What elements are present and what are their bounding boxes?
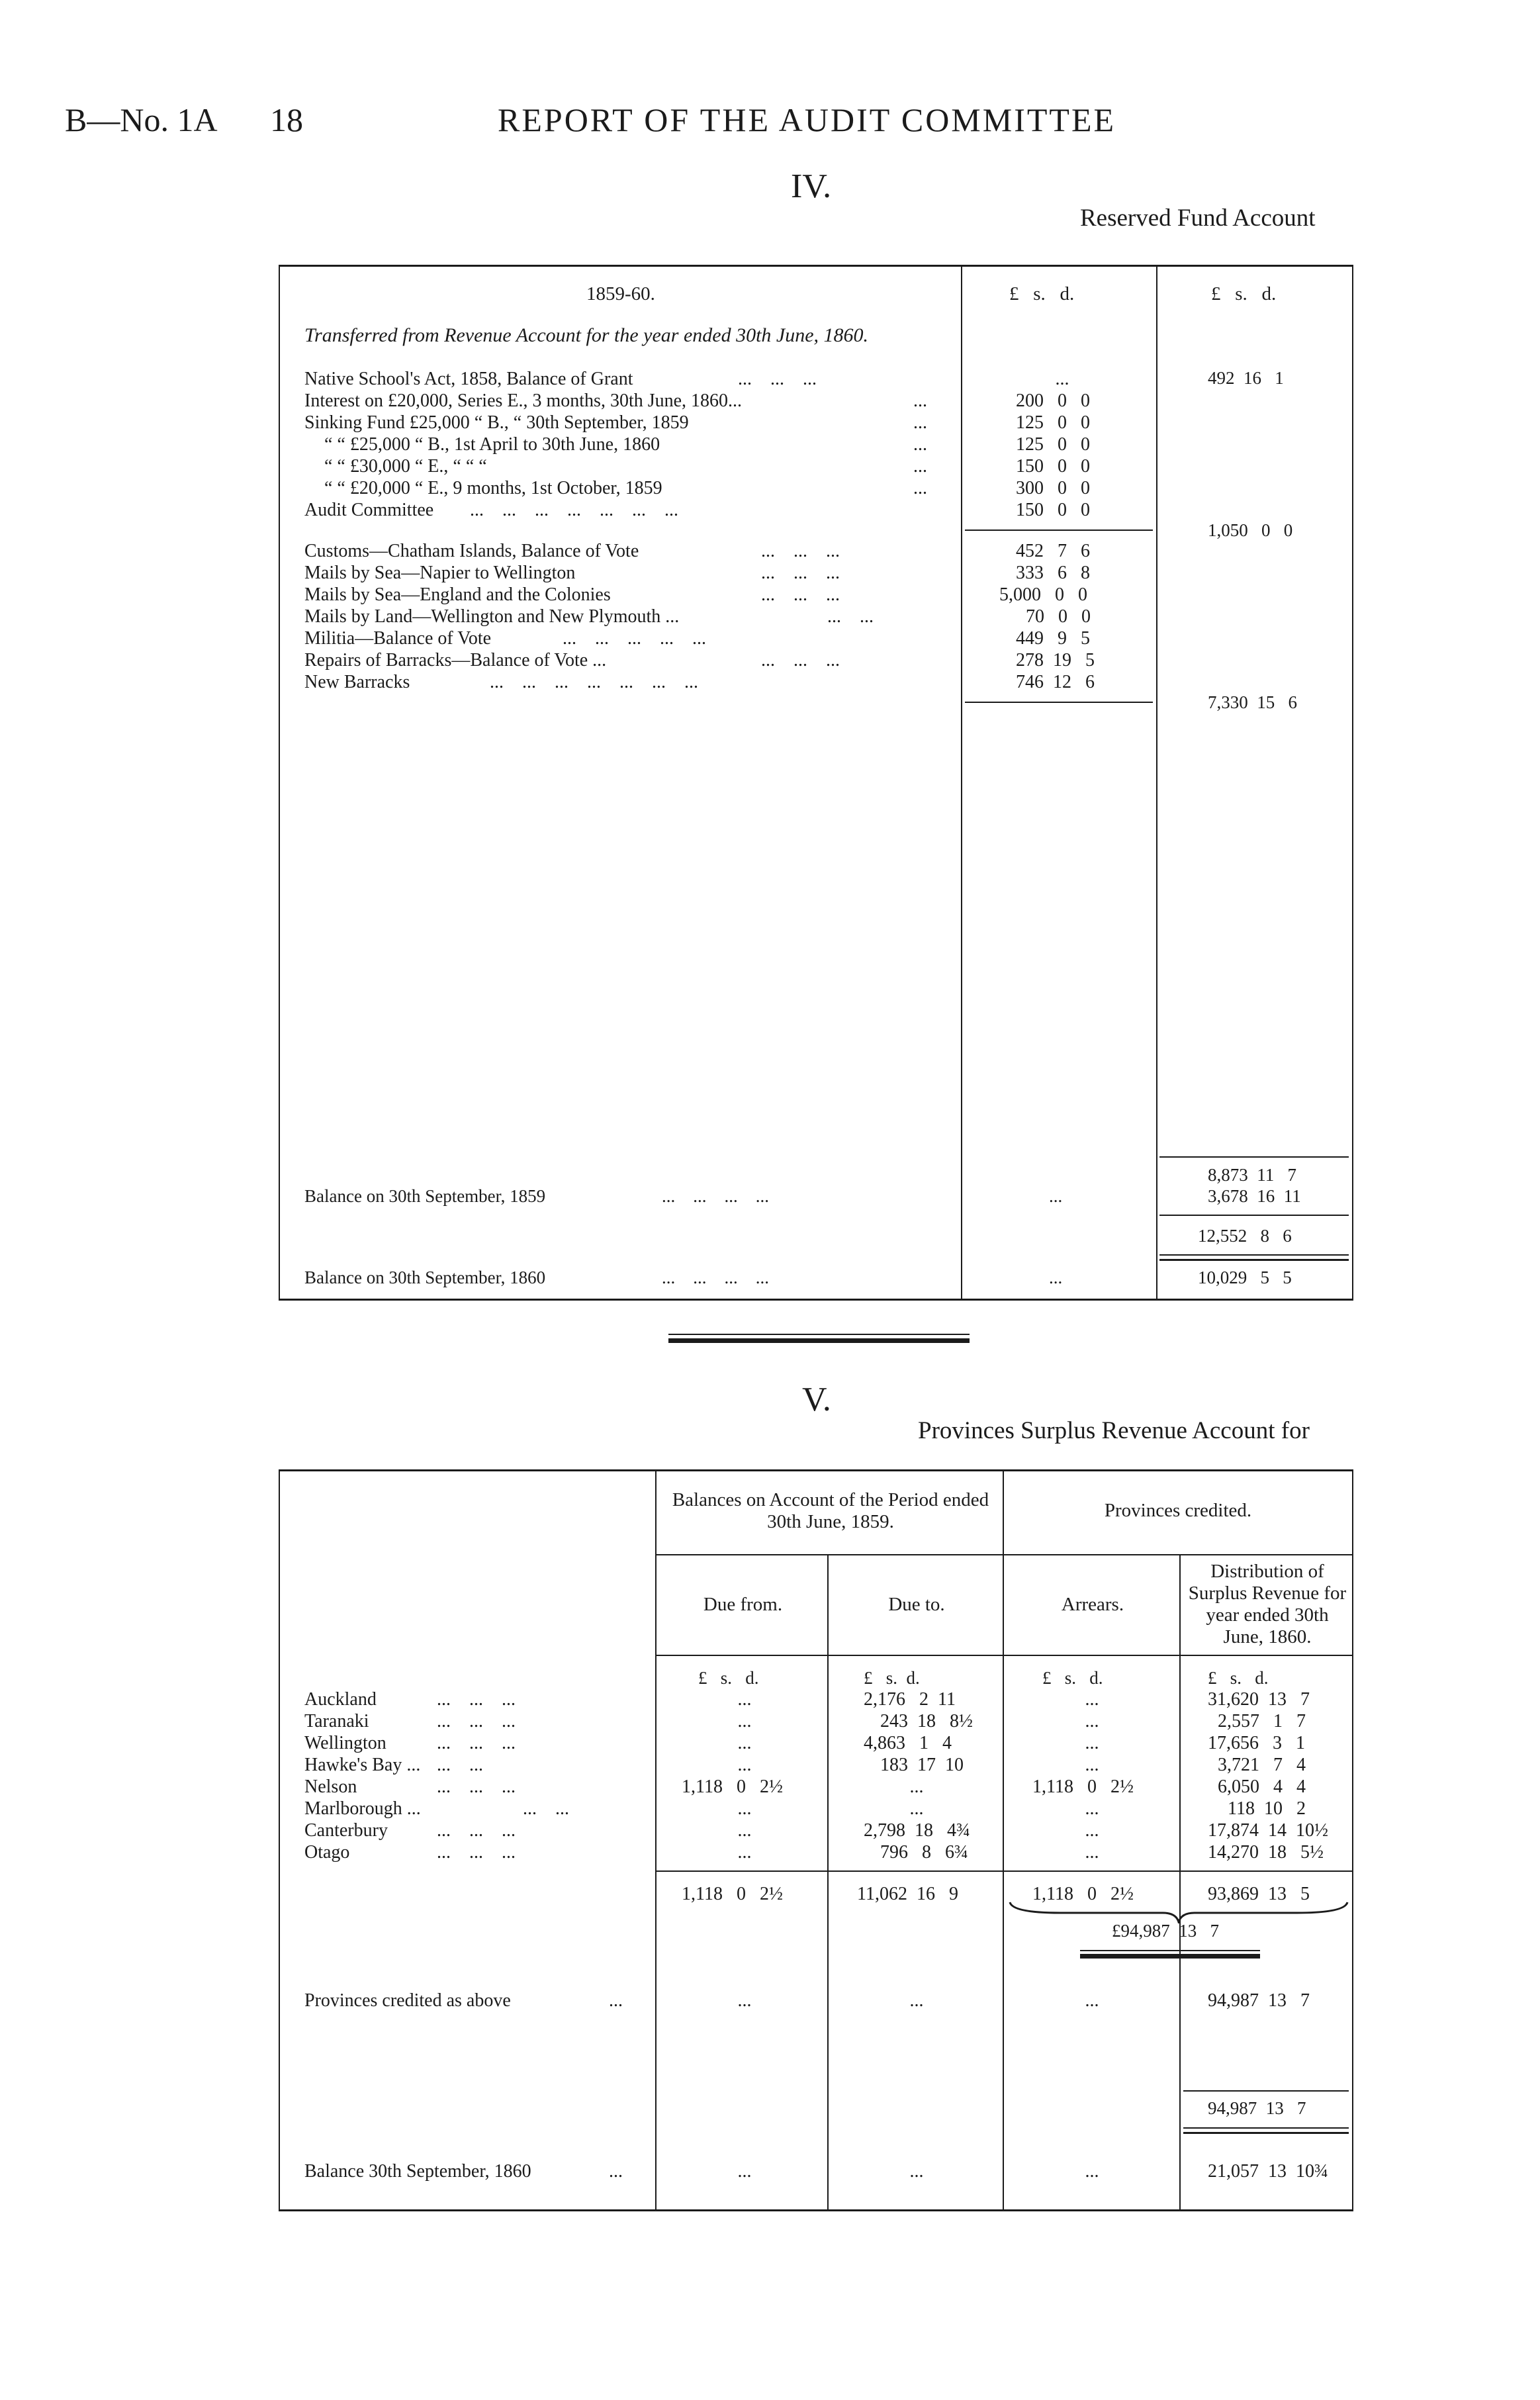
combined-total-brace bbox=[1007, 1900, 1350, 1923]
list-item bbox=[304, 606, 1350, 627]
item-label: New Barracks bbox=[304, 672, 410, 692]
table-iv-bottom-rule bbox=[279, 1299, 1353, 1301]
table-v-top-rule bbox=[279, 1469, 1353, 1471]
table-row bbox=[304, 1820, 1350, 1841]
item-leader: ... ... ... bbox=[738, 369, 817, 389]
native-school-amount: 492 16 1 bbox=[1208, 368, 1284, 388]
combined-total: £94,987 13 7 bbox=[1112, 1921, 1219, 1941]
item-amount: 452 7 6 bbox=[1016, 541, 1090, 561]
list-item bbox=[304, 455, 1350, 477]
section-v-numeral: V. bbox=[802, 1381, 831, 1418]
item-amount: 5,000 0 0 bbox=[999, 584, 1087, 605]
province-leader: ... ... ... bbox=[437, 1689, 516, 1710]
balance-1860-label: Balance on 30th September, 1860 bbox=[304, 1268, 546, 1287]
list-item bbox=[304, 627, 1350, 649]
group2-total: 7,330 15 6 bbox=[1208, 692, 1297, 712]
province-name: Canterbury bbox=[304, 1820, 388, 1841]
group1-sum-rule bbox=[965, 530, 1153, 531]
item-amount: 150 0 0 bbox=[1016, 456, 1090, 477]
total-due-from: 1,118 0 2½ bbox=[682, 1884, 783, 1904]
totals-rule bbox=[657, 1870, 1352, 1872]
distribution-value: 6,050 4 4 bbox=[1218, 1777, 1306, 1797]
arrears-value: ... bbox=[1085, 1842, 1099, 1863]
due-from-value: 1,118 0 2½ bbox=[682, 1777, 783, 1797]
province-name: Marlborough ... bbox=[304, 1798, 421, 1819]
credited-leader: ... bbox=[609, 1990, 623, 2011]
due-to-value: 796 8 6¾ bbox=[880, 1842, 968, 1863]
table-row bbox=[304, 1688, 1350, 1710]
list-item bbox=[304, 412, 1350, 434]
due-from-value: ... bbox=[737, 1711, 752, 1731]
due-to-value: 2,176 2 11 bbox=[864, 1689, 956, 1710]
credited-total-top-rule bbox=[1183, 2090, 1349, 2092]
credited-due-from: ... bbox=[737, 1990, 752, 2011]
table-iv-left-rule bbox=[279, 265, 280, 1301]
distribution-value: 2,557 1 7 bbox=[1218, 1711, 1306, 1731]
currency-header-col1: £ s. d. bbox=[1009, 283, 1075, 304]
item-label: Sinking Fund £25,000 “ B., “ 30th September, 1859 bbox=[304, 412, 689, 433]
balance-1860-leader: ... ... ... ... bbox=[662, 1268, 769, 1287]
grand-total-double-rule-a bbox=[1159, 1254, 1349, 1256]
due-to-value: ... bbox=[909, 1777, 924, 1797]
item-label: Militia—Balance of Vote bbox=[304, 628, 492, 649]
balance-1860-amount: 10,029 5 5 bbox=[1198, 1268, 1292, 1287]
province-name: Hawke's Bay ... bbox=[304, 1755, 421, 1775]
balance-label: Balance 30th September, 1860 bbox=[304, 2161, 531, 2182]
province-leader: ... ... bbox=[523, 1798, 569, 1819]
table-row bbox=[304, 1798, 1350, 1820]
due-to-value: ... bbox=[909, 1798, 924, 1819]
arrears-value: ... bbox=[1085, 1820, 1099, 1841]
credited-row bbox=[304, 1990, 1350, 2011]
due-to-value: 4,863 1 4 bbox=[864, 1733, 952, 1753]
table-row bbox=[304, 1754, 1350, 1776]
credited-total-double-rule-a bbox=[1183, 2127, 1349, 2129]
item-label: Audit Committee bbox=[304, 500, 434, 520]
list-item bbox=[304, 390, 1350, 412]
province-leader: ... ... bbox=[437, 1755, 483, 1775]
due-to-value: 2,798 18 4¾ bbox=[864, 1820, 970, 1841]
group2-sum-rule bbox=[965, 702, 1153, 703]
due-to-value: 183 17 10 bbox=[880, 1755, 964, 1775]
item-label: “ “ £20,000 “ E., 9 months, 1st October, 1859 bbox=[324, 478, 662, 498]
list-item bbox=[304, 368, 1350, 390]
item-leader: ... bbox=[913, 391, 927, 411]
total-arrears: 1,118 0 2½ bbox=[1032, 1884, 1134, 1904]
list-item bbox=[304, 584, 1350, 606]
header-rule bbox=[657, 1655, 1352, 1656]
item-leader: ... ... ... ... ... bbox=[563, 628, 706, 649]
table-row bbox=[304, 1732, 1350, 1754]
province-name: Otago bbox=[304, 1842, 350, 1863]
credited-arrears: ... bbox=[1085, 1990, 1099, 2011]
item-amount: 333 6 8 bbox=[1016, 563, 1090, 583]
due-from-value: ... bbox=[737, 1820, 752, 1841]
province-name: Nelson bbox=[304, 1777, 357, 1797]
province-leader: ... ... ... bbox=[437, 1820, 516, 1841]
province-name: Auckland bbox=[304, 1689, 377, 1710]
due-from-value: ... bbox=[737, 1733, 752, 1753]
table-v-left-rule bbox=[279, 1469, 280, 2211]
grand-total: 12,552 8 6 bbox=[1198, 1226, 1292, 1246]
item-amount: 449 9 5 bbox=[1016, 628, 1090, 649]
item-amount: 200 0 0 bbox=[1016, 391, 1090, 411]
balance-row bbox=[304, 2160, 1350, 2182]
item-leader: ... ... ... ... ... ... ... bbox=[470, 500, 678, 520]
credited-total-double-rule-b bbox=[1183, 2132, 1349, 2134]
province-name: Taranaki bbox=[304, 1711, 369, 1731]
arrears-value: ... bbox=[1085, 1711, 1099, 1731]
item-label: Customs—Chatham Islands, Balance of Vote bbox=[304, 541, 639, 561]
province-leader: ... ... ... bbox=[437, 1842, 516, 1863]
table-iv-top-rule bbox=[279, 265, 1353, 267]
item-amount: 150 0 0 bbox=[1016, 500, 1090, 520]
balance-1859-leader: ... ... ... ... bbox=[662, 1186, 769, 1206]
due-to-value: 243 18 8½ bbox=[880, 1711, 973, 1731]
grand-total-top-rule bbox=[1159, 1215, 1349, 1216]
due-from-value: ... bbox=[737, 1755, 752, 1775]
balance-arrears: ... bbox=[1085, 2161, 1099, 2182]
arrears-value: ... bbox=[1085, 1798, 1099, 1819]
list-item bbox=[304, 671, 1350, 693]
arrears-value: ... bbox=[1085, 1689, 1099, 1710]
balance-leader: ... bbox=[609, 2161, 623, 2182]
list-item bbox=[304, 499, 1350, 521]
arrears-value: ... bbox=[1085, 1755, 1099, 1775]
province-leader: ... ... ... bbox=[437, 1733, 516, 1753]
total-due-to: 11,062 16 9 bbox=[857, 1884, 958, 1904]
item-label: Mails by Sea—Napier to Wellington bbox=[304, 563, 576, 583]
currency-due-to: £ s. d. bbox=[864, 1668, 920, 1688]
balance-due-from: ... bbox=[737, 2161, 752, 2182]
item-leader: ... ... ... bbox=[761, 650, 840, 670]
item-label: Native School's Act, 1858, Balance of Grant bbox=[304, 369, 633, 389]
currency-distribution: £ s. d. bbox=[1208, 1668, 1269, 1688]
section-iv-numeral: IV. bbox=[791, 167, 832, 205]
arrears-value: 1,118 0 2½ bbox=[1032, 1777, 1134, 1797]
item-leader: ... ... ... bbox=[761, 584, 840, 605]
item-label: Repairs of Barracks—Balance of Vote ... bbox=[304, 650, 607, 670]
table-v-bottom-rule bbox=[279, 2209, 1353, 2211]
item-leader: ... bbox=[913, 434, 927, 455]
table-row bbox=[304, 1841, 1350, 1863]
province-name: Wellington bbox=[304, 1733, 386, 1753]
list-item bbox=[304, 562, 1350, 584]
credited-amount: 94,987 13 7 bbox=[1208, 1990, 1310, 2011]
due-from-value: ... bbox=[737, 1842, 752, 1863]
arrears-value: ... bbox=[1085, 1733, 1099, 1753]
list-item bbox=[304, 477, 1350, 499]
item-label: Interest on £20,000, Series E., 3 months, 30th June, 1860... bbox=[304, 391, 743, 411]
balance-1859-label: Balance on 30th September, 1859 bbox=[304, 1186, 546, 1206]
item-amount: 70 0 0 bbox=[1026, 606, 1091, 627]
item-leader: ... ... ... ... ... ... ... bbox=[490, 672, 698, 692]
credited-total: 94,987 13 7 bbox=[1208, 2098, 1306, 2118]
currency-due-from: £ s. d. bbox=[698, 1668, 759, 1688]
item-label: “ “ £25,000 “ B., 1st April to 30th June, 1860 bbox=[324, 434, 660, 455]
subtotal-rule bbox=[1159, 1156, 1349, 1158]
page-number: 18 bbox=[270, 101, 303, 138]
report-title: REPORT OF THE AUDIT COMMITTEE bbox=[498, 101, 1116, 138]
list-item bbox=[304, 540, 1350, 562]
table-iv-right-rule bbox=[1352, 265, 1353, 1301]
col-header-distribution: Distribution of Surplus Revenue for year ended 30th June, 1860. bbox=[1188, 1561, 1347, 1647]
item-amount: 125 0 0 bbox=[1016, 434, 1090, 455]
section-separator-thick bbox=[668, 1338, 970, 1343]
section-iv-subtitle: Reserved Fund Account bbox=[1080, 205, 1316, 232]
distribution-value: 31,620 13 7 bbox=[1208, 1689, 1310, 1710]
item-leader: ... ... bbox=[827, 606, 874, 627]
due-from-value: ... bbox=[737, 1689, 752, 1710]
year-heading: 1859-60. bbox=[586, 283, 655, 304]
subtotal: 8,873 11 7 bbox=[1208, 1165, 1296, 1185]
province-leader: ... ... ... bbox=[437, 1777, 516, 1797]
col-header-due-to: Due to. bbox=[888, 1594, 945, 1615]
group1-total: 1,050 0 0 bbox=[1208, 520, 1293, 540]
table-row bbox=[304, 1710, 1350, 1732]
grand-total-double-rule-b bbox=[1159, 1259, 1349, 1261]
balance-due-to: ... bbox=[909, 2161, 924, 2182]
distribution-value: 17,656 3 1 bbox=[1208, 1733, 1305, 1753]
item-amount: 125 0 0 bbox=[1016, 412, 1090, 433]
item-label: Mails by Sea—England and the Colonies bbox=[304, 584, 611, 605]
item-label: Mails by Land—Wellington and New Plymouth ... bbox=[304, 606, 680, 627]
list-item bbox=[304, 649, 1350, 671]
province-leader: ... ... ... bbox=[437, 1711, 516, 1731]
credited-label: Provinces credited as above bbox=[304, 1990, 511, 2011]
credited-due-to: ... bbox=[909, 1990, 924, 2011]
section-separator-thin bbox=[668, 1334, 970, 1335]
currency-header-col2: £ s. d. bbox=[1211, 283, 1277, 304]
distribution-value: 3,721 7 4 bbox=[1218, 1755, 1306, 1775]
item-label: “ “ £30,000 “ E., “ “ “ bbox=[324, 456, 487, 477]
distribution-value: 17,874 14 10½ bbox=[1208, 1820, 1328, 1841]
group-header-provinces-credited: Provinces credited. bbox=[1104, 1500, 1252, 1521]
item-leader: ... ... ... bbox=[761, 541, 840, 561]
item-amount: 746 12 6 bbox=[1016, 672, 1095, 692]
table-v-group-rule-1 bbox=[657, 1554, 1003, 1555]
item-leader: ... bbox=[913, 478, 927, 498]
combined-total-rule-thick bbox=[1080, 1954, 1260, 1959]
col-header-due-from: Due from. bbox=[703, 1594, 783, 1615]
balance-amount: 21,057 13 10¾ bbox=[1208, 2161, 1328, 2182]
section-v-subtitle: Provinces Surplus Revenue Account for bbox=[918, 1417, 1310, 1444]
list-item bbox=[304, 434, 1350, 455]
currency-arrears: £ s. d. bbox=[1042, 1668, 1103, 1688]
distribution-value: 118 10 2 bbox=[1228, 1798, 1306, 1819]
due-from-value: ... bbox=[737, 1798, 752, 1819]
total-distribution: 93,869 13 5 bbox=[1208, 1884, 1310, 1904]
item-amount: 278 19 5 bbox=[1016, 650, 1095, 670]
item-amount: 300 0 0 bbox=[1016, 478, 1090, 498]
group-header-balances: Balances on Account of the Period ended 30th June, 1859. bbox=[672, 1489, 989, 1532]
document-reference: B—No. 1A bbox=[65, 101, 218, 138]
table-row bbox=[304, 1776, 1350, 1798]
distribution-value: 14,270 18 5½ bbox=[1208, 1842, 1324, 1863]
item-leader: ... bbox=[913, 456, 927, 477]
item-leader: ... bbox=[913, 412, 927, 433]
balance-1859-amount: 3,678 16 11 bbox=[1208, 1186, 1301, 1206]
table-v-group-rule-2 bbox=[1004, 1554, 1352, 1555]
combined-total-rule-thin bbox=[1080, 1950, 1260, 1951]
balance-1860-mid: ... bbox=[1049, 1268, 1063, 1287]
balance-1859-mid: ... bbox=[1049, 1186, 1063, 1206]
transfer-note: Transferred from Revenue Account for the year ended 30th June, 1860. bbox=[304, 324, 869, 346]
item-amount: ... bbox=[1055, 369, 1069, 389]
item-leader: ... ... ... bbox=[761, 563, 840, 583]
col-header-arrears: Arrears. bbox=[1061, 1594, 1124, 1615]
